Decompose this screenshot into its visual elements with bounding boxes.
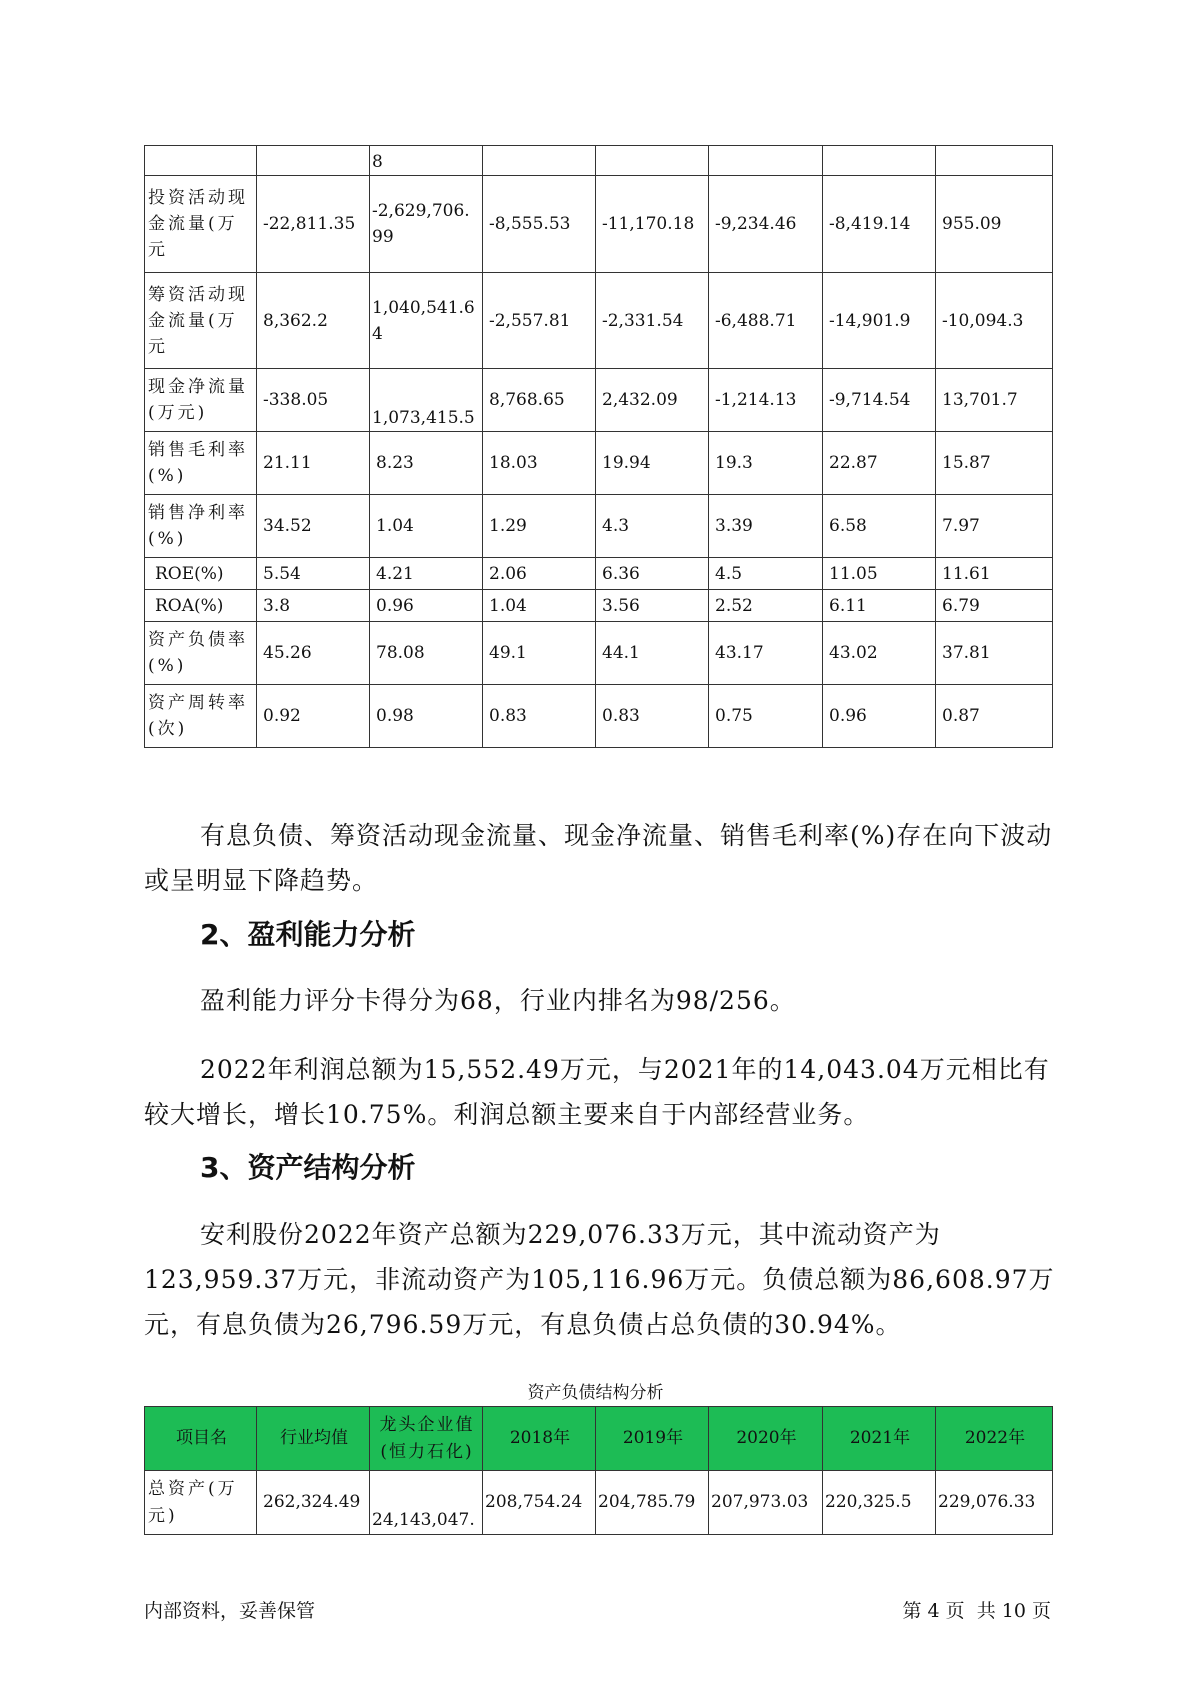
table-cell: 19.94	[596, 432, 709, 495]
table-row	[145, 176, 1053, 273]
table-cell: 43.17	[709, 622, 823, 685]
table-row	[145, 432, 1053, 495]
row-label: 销售毛利率(%)	[145, 432, 257, 495]
row-label: 资产周转率(次)	[145, 685, 257, 748]
table-cell: 955.09	[936, 176, 1053, 273]
table-cell: 229,076.33	[936, 1471, 1053, 1535]
table-cell: 1,040,541.64	[370, 273, 483, 369]
header-cell: 行业均值	[257, 1407, 370, 1471]
table-row	[145, 369, 1053, 432]
table-cell: 8	[370, 146, 483, 176]
table-cell: 8,362.2	[257, 273, 370, 369]
table-cell: 37.81	[936, 622, 1053, 685]
row-label: 筹资活动现金流量(万元	[145, 273, 257, 369]
table-cell: 2,432.09	[596, 369, 709, 432]
table-cell: 4.21	[370, 558, 483, 590]
table-cell: 45.26	[257, 622, 370, 685]
table-cell: -9,714.54	[823, 369, 936, 432]
table-cell: 0.87	[936, 685, 1053, 748]
table-cell: -2,629,706.99	[370, 176, 483, 273]
table-cell: 208,754.24	[483, 1471, 596, 1535]
footer-page-number: 第 4 页 共 10 页	[902, 1600, 1051, 1622]
table-cell: 44.1	[596, 622, 709, 685]
table-cell	[823, 146, 936, 176]
row-label: 销售净利率(%)	[145, 495, 257, 558]
table-cell	[257, 146, 370, 176]
table-row	[145, 1471, 1053, 1535]
asset-liability-table	[144, 1406, 1053, 1535]
table-cell: 2.52	[709, 590, 823, 622]
table-cell: -22,811.35	[257, 176, 370, 273]
table-row	[145, 622, 1053, 685]
table-cell: 1.04	[483, 590, 596, 622]
table-cell: -11,170.18	[596, 176, 709, 273]
table-cell: -2,557.81	[483, 273, 596, 369]
table-cell: 78.08	[370, 622, 483, 685]
table-cell: 6.58	[823, 495, 936, 558]
table-cell: -10,094.3	[936, 273, 1053, 369]
table-cell	[596, 146, 709, 176]
table-cell: 0.96	[370, 590, 483, 622]
section-heading-asset-structure: 3、资产结构分析	[200, 1151, 416, 1184]
table-cell: 8.23	[370, 432, 483, 495]
table-cell: 3.8	[257, 590, 370, 622]
table-cell: 22.87	[823, 432, 936, 495]
table-cell: 4.5	[709, 558, 823, 590]
table-cell: 0.83	[596, 685, 709, 748]
header-cell: 项目名	[145, 1407, 257, 1471]
table-cell: 49.1	[483, 622, 596, 685]
table-cell: 262,324.49	[257, 1471, 370, 1535]
table-cell: -9,234.46	[709, 176, 823, 273]
table-cell: -8,419.14	[823, 176, 936, 273]
profit-paragraph: 2022年利润总额为15,552.49万元，与2021年的14,043.04万元相比有较大增长，增长10.75%。利润总额主要来自于内部经营业务。	[144, 1055, 1050, 1129]
table-cell: 1,073,415.5	[370, 369, 483, 432]
row-label: 总资产(万元)	[145, 1471, 257, 1535]
table-cell: 8,768.65	[483, 369, 596, 432]
table-cell: 0.96	[823, 685, 936, 748]
section-heading-profitability: 2、盈利能力分析	[200, 918, 416, 951]
footer-confidential-note: 内部资料，妥善保管	[144, 1600, 316, 1622]
table-cell: 4.3	[596, 495, 709, 558]
score-paragraph: 盈利能力评分卡得分为68，行业内排名为98/256。	[200, 986, 796, 1015]
header-cell: 2021年	[823, 1407, 936, 1471]
table-cell	[936, 146, 1053, 176]
table-cell	[709, 146, 823, 176]
table-cell: -338.05	[257, 369, 370, 432]
header-cell: 2019年	[596, 1407, 709, 1471]
table-cell: 43.02	[823, 622, 936, 685]
table-cell: 6.36	[596, 558, 709, 590]
row-label: 现金净流量(万元)	[145, 369, 257, 432]
table-cell: 34.52	[257, 495, 370, 558]
table-cell: 15.87	[936, 432, 1053, 495]
table-cell: 18.03	[483, 432, 596, 495]
header-cell: 2018年	[483, 1407, 596, 1471]
table-cell: 0.83	[483, 685, 596, 748]
table-cell: 11.05	[823, 558, 936, 590]
table-cell: 6.79	[936, 590, 1053, 622]
table-cell: 2.06	[483, 558, 596, 590]
table-row	[145, 590, 1053, 622]
row-label	[145, 146, 257, 176]
table-row	[145, 146, 1053, 176]
header-cell: 2022年	[936, 1407, 1053, 1471]
table-cell: 5.54	[257, 558, 370, 590]
table-cell: -6,488.71	[709, 273, 823, 369]
row-label: 投资活动现金流量(万元	[145, 176, 257, 273]
table-cell: 21.11	[257, 432, 370, 495]
table-cell	[483, 146, 596, 176]
table-cell: 1.29	[483, 495, 596, 558]
table-cell: -8,555.53	[483, 176, 596, 273]
trend-paragraph: 有息负债、筹资活动现金流量、现金净流量、销售毛利率(%)存在向下波动或呈明显下降趋势。	[144, 821, 1053, 895]
table-cell: 7.97	[936, 495, 1053, 558]
asset-paragraph: 安利股份2022年资产总额为229,076.33万元，其中流动资产为123,959.37万元，非流动资产为105,116.96万元。负债总额为86,608.97万元，有息负债为26,796.59万元，有息负债占总负债的30.94%。	[144, 1220, 1055, 1339]
table-row	[145, 685, 1053, 748]
table-cell: 0.98	[370, 685, 483, 748]
table-cell: 220,325.5	[823, 1471, 936, 1535]
row-label: 资产负债率(%)	[145, 622, 257, 685]
table-caption: 资产负债结构分析	[527, 1383, 664, 1403]
table-cell: 3.56	[596, 590, 709, 622]
row-label: ROE(%)	[145, 558, 257, 590]
table-cell: -2,331.54	[596, 273, 709, 369]
header-cell: 2020年	[709, 1407, 823, 1471]
table-cell: -1,214.13	[709, 369, 823, 432]
table-cell: 0.75	[709, 685, 823, 748]
table-row	[145, 273, 1053, 369]
table-cell: 24,143,047.	[370, 1471, 483, 1535]
row-label: ROA(%)	[145, 590, 257, 622]
header-cell: 龙头企业值(恒力石化)	[370, 1407, 483, 1471]
table-cell: 6.11	[823, 590, 936, 622]
table-row	[145, 558, 1053, 590]
table-row	[145, 495, 1053, 558]
table-cell: 13,701.7	[936, 369, 1053, 432]
table-header-row	[145, 1407, 1053, 1471]
table-cell: 3.39	[709, 495, 823, 558]
financial-indicators-table	[144, 145, 1053, 748]
table-cell: 19.3	[709, 432, 823, 495]
table-cell: -14,901.9	[823, 273, 936, 369]
table-cell: 207,973.03	[709, 1471, 823, 1535]
table-cell: 204,785.79	[596, 1471, 709, 1535]
table-cell: 1.04	[370, 495, 483, 558]
table-cell: 0.92	[257, 685, 370, 748]
table-cell: 11.61	[936, 558, 1053, 590]
